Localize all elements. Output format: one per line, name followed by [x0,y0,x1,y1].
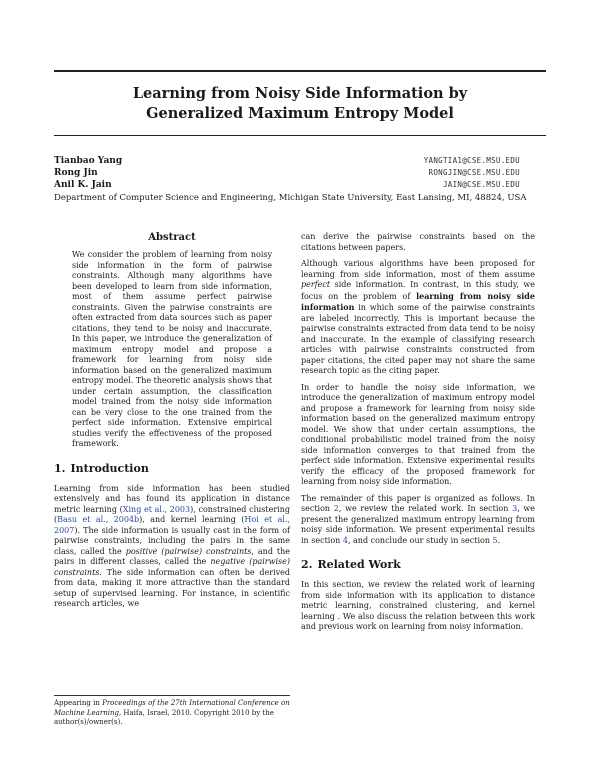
author-email: RONGJIN@CSE.MSU.EDU [428,168,520,177]
text-run: . [497,535,501,545]
text-run: The remainder of this paper is organized as follows. In section [301,493,535,513]
section-title: Related Work [317,558,401,571]
footnote [54,695,290,728]
left-column [54,232,290,616]
abstract-heading: Abstract [148,232,196,243]
text-run: Although various algorithms have been proposed for learning from side information, most of them assume [301,259,535,279]
text-run: , and the pairs in different classes, called the [54,546,291,566]
section-link[interactable]: 5 [492,535,498,545]
title-line-2: Generalized Maximum Entropy Model [146,105,454,122]
body-paragraph: In this section, we review the related work of learning from side information with its application to distance metric learning, constrained clustering, and kernel learning . We also discuss the relation between this work and previous work on learning from noisy information. [301,580,535,631]
section-link[interactable]: 3 [512,504,518,513]
intro-paragraph [54,484,290,610]
section-number: 1. [54,461,66,475]
text-run: , Haifa, Israel, 2010. Copyright 2010 by the author(s)/owner(s). [54,708,274,726]
section-number: 2. [301,558,313,571]
right-column [301,232,535,639]
text-run: , we present the generalized maximum entropy learning from noisy side information. We present experimental results in section [301,504,536,545]
italic-term: negative (pairwise) constraints [54,557,290,577]
section-title: Introduction [70,461,149,475]
body-paragraph [301,494,535,547]
top-rule [54,70,546,72]
body-paragraph [301,259,535,377]
citation-link[interactable]: Basu et al., 2004b [57,515,140,524]
author-row [54,156,546,168]
author-name: Anil K. Jain [54,180,112,190]
body-paragraph: can derive the pairwise constraints based on the citations between papers. [301,232,535,252]
title-line-1: Learning from Noisy Side Information by [132,85,468,102]
text-run: ), and kernel learning ( [139,515,245,524]
text-run: . The side information can often be derived from data, making it more attractive than the standard setup of supervised learning. For instance, in scientific research articles, we [54,567,290,608]
section-link[interactable]: 4 [342,535,348,545]
author-email: JAIN@CSE.MSU.EDU [442,180,520,189]
citation-link[interactable]: Hoi et al., 2007 [54,515,290,535]
abstract-text: We consider the problem of learning from noisy side information in the form of pairwise constraints. Although many algorithms have been developed to learn from side information, most of them assume perfect pairwise constraints. Given the pairwise constraints are often extracted from data sources such as paper citations, they tend to be noisy and inaccurate. In this paper, we introduce the generalization of maximum entropy model and propose a framework for learning from noisy side information based on the generalized maximum entropy model. The theoretic analysis shows that under certain assumption, the classification model trained from the noisy side information can be very close to the one trained from the perfect side information. Extensive empirical studies verify the effectiveness of the proposed framework. [72,250,272,448]
text-run: side information. In contrast, in this study, we focus on the problem of [301,280,535,301]
section-link[interactable]: 2 [333,504,339,513]
bottom-rule [54,135,546,136]
affiliation: Department of Computer Science and Engineering, Michigan State University, East Lansing, MI, 48824, USA [54,193,527,203]
text-run: ). The side information is usually cast in the form of pairwise constraints, including the pairs in the same class, called the [54,525,290,556]
text-run: in which some of the pairwise constraints are labeled incorrectly. This is important because the pairwise constraints extracted from data tend to be noisy and inaccurate. In the example of classifying research articles with pairwise constraints constructed from paper citations, the cited paper may not share the same research topic as the citing paper. [301,303,535,375]
venue-name: Proceedings of the 27th International Conference on Machine Learning [54,699,290,717]
author-email: YANGTIA1@CSE.MSU.EDU [423,156,520,165]
text-run: Learning from side information has been studied extensively and has found its application in distance metric learning ( [54,483,290,514]
author-name: Tianbao Yang [54,156,123,166]
citation-link[interactable]: Xing et al., 2003 [122,504,191,514]
body-paragraph: In order to handle the noisy side information, we introduce the generalization of maximum entropy model and propose a framework for learning from noisy side information based on the generalized maximum entropy model. We show that under certain assumptions, the conditional probabilistic model trained from the noisy side information converges to that trained from the perfect side information. Extensive experimental results verify the efficacy of the proposed framework for learning from noisy side information. [301,382,535,486]
bold-term: learning from noisy side information [301,290,535,312]
author-row [54,168,546,180]
section-heading-related-work [301,558,535,572]
author-name: Rong Jin [54,168,98,178]
text-run: ), constrained clustering ( [54,504,290,524]
text-run: Appearing in [54,699,103,707]
paper-title [54,84,546,124]
section-heading-introduction [54,462,290,476]
author-row [54,180,546,192]
text-run: , we review the related work. In section [338,504,513,513]
italic-term: positive (pairwise) constraints [125,546,252,556]
text-run: , and conclude our study in section [347,535,493,545]
italic-term: perfect [301,280,331,289]
